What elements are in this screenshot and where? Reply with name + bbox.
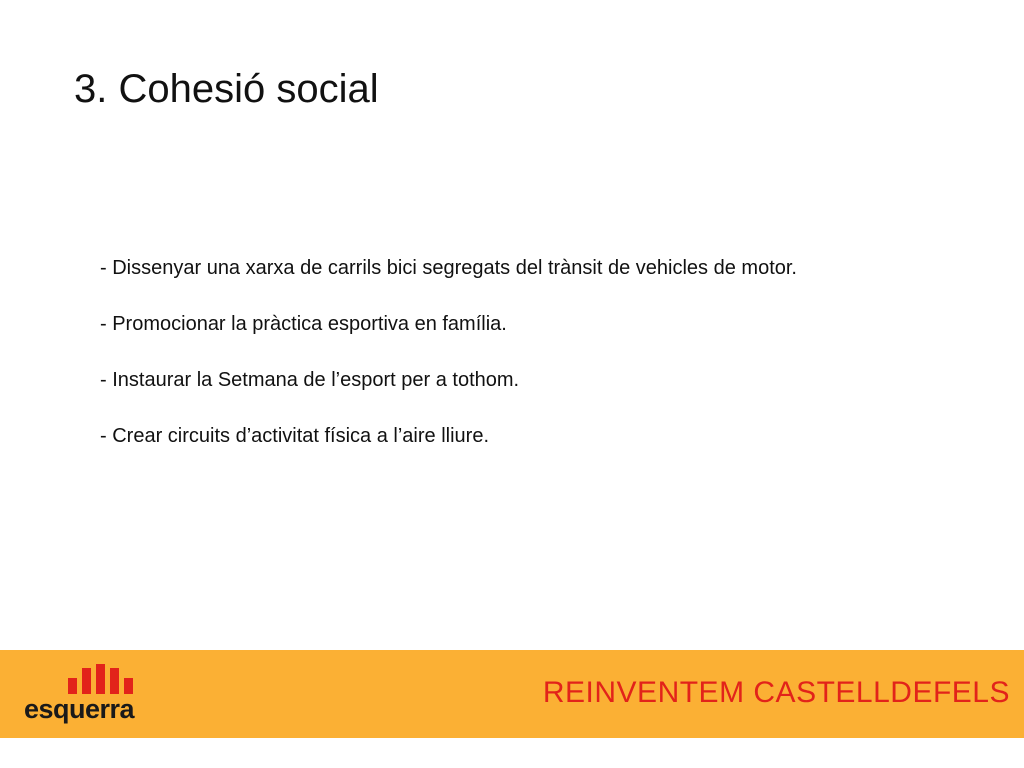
logo-bars-icon <box>66 664 136 694</box>
bullet-item: - Promocionar la pràctica esportiva en família. <box>100 313 507 335</box>
bullet-item: - Crear circuits d’activitat física a l’aire lliure. <box>100 425 489 447</box>
slide-title: 3. Cohesió social <box>74 67 379 111</box>
bullet-item: - Instaurar la Setmana de l’esport per a tothom. <box>100 369 520 391</box>
footer-bar <box>0 650 1024 738</box>
slogan: REINVENTEM CASTELLDEFELS <box>542 676 1010 709</box>
logo-text: esquerra <box>24 694 135 724</box>
bullet-item: - Dissenyar una xarxa de carrils bici segregats del trànsit de vehicles de motor. <box>100 257 797 279</box>
esquerra-logo <box>20 664 160 728</box>
bullet-list <box>100 254 940 478</box>
